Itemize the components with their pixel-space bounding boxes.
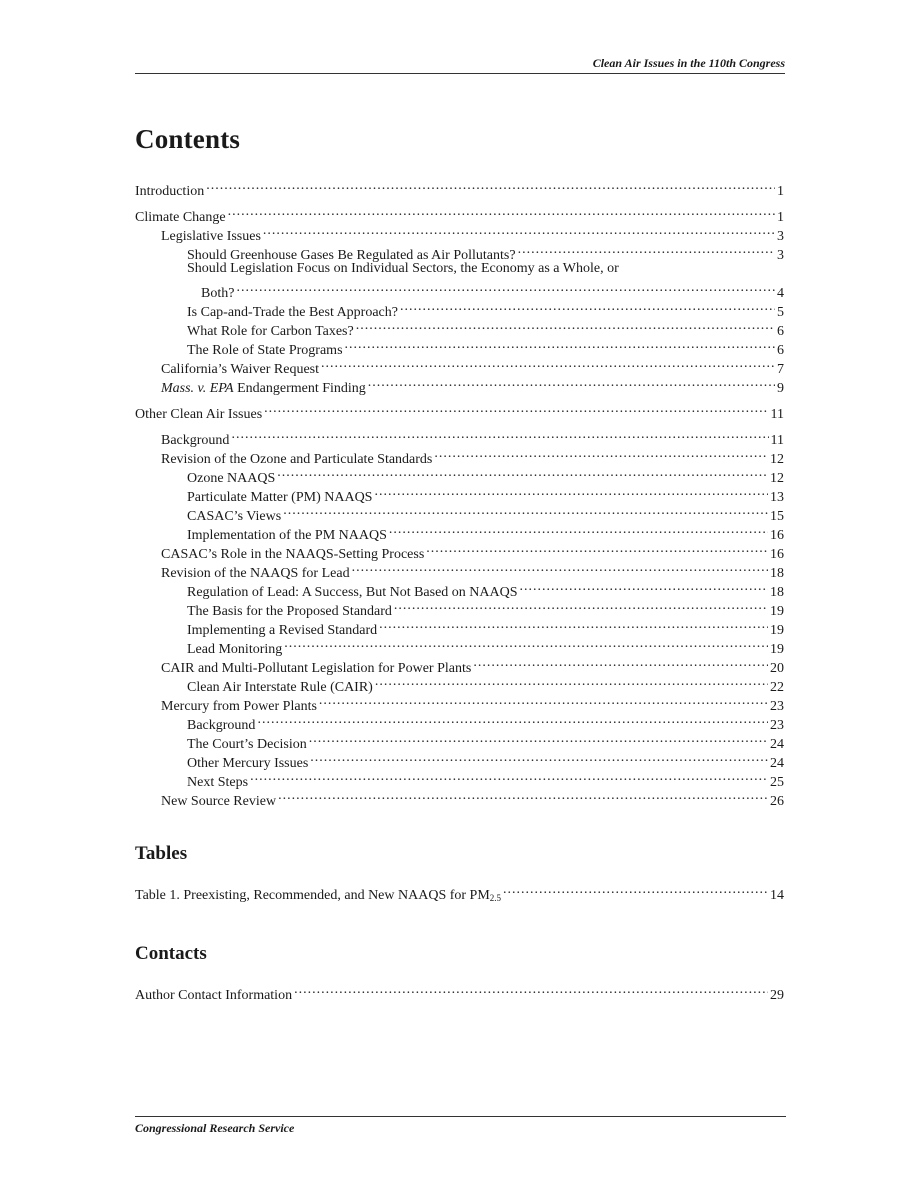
toc-entry-title: The Role of State Programs [187,343,343,358]
toc-entry-title: Revision of the NAAQS for Lead [161,566,350,581]
dot-leader [368,373,775,392]
dot-leader [264,399,768,418]
dot-leader [206,176,775,195]
dot-leader [356,316,775,335]
dot-leader [518,240,775,259]
dot-leader [503,880,768,899]
toc-entry-page: 6 [777,324,784,339]
toc-entry-page: 1 [777,184,784,199]
toc-entry-page: 5 [777,305,784,320]
toc-entry-title: Ozone NAAQS [187,471,276,486]
toc-entry-page: 23 [770,699,784,714]
toc-entry-page: 19 [770,623,784,638]
toc-entry-page: 29 [770,988,784,1003]
toc-entry-page: 15 [770,509,784,524]
toc-entry-page: 25 [770,775,784,790]
toc-entry-title: Is Cap-and-Trade the Best Approach? [187,305,398,320]
toc-entry-page: 16 [770,547,784,562]
toc-entry-author-contact[interactable] [135,980,784,1003]
toc-entry-title: Regulation of Lead: A Success, But Not Based on NAAQS [187,585,518,600]
toc-entry-title: Background [161,433,230,448]
toc-entry-title-line2: Both? [201,286,235,301]
toc-entry-title: What Role for Carbon Taxes? [187,324,354,339]
running-header: Clean Air Issues in the 110th Congress [135,56,785,74]
toc-entry-title-italic: Mass. v. EPA [161,381,234,396]
toc-entry-title-line1: Should Legislation Focus on Individual Sectors, the Economy as a Whole, or [187,261,619,276]
toc-entry-page: 3 [777,229,784,244]
toc-entry-title: The Court’s Decision [187,737,307,752]
dot-leader [294,980,768,999]
toc-entry-page: 14 [770,888,784,903]
toc-entry-title: Other Mercury Issues [187,756,309,771]
contacts-list [135,980,784,1003]
dot-leader [520,577,768,596]
toc-entry-page: 23 [770,718,784,733]
dot-leader [374,482,768,501]
dot-leader [375,672,768,691]
dot-leader [321,354,775,373]
toc-entry-background[interactable] [135,425,784,448]
toc-entry-page: 26 [770,794,784,809]
toc-entry-page: 12 [770,452,784,467]
dot-leader [352,558,768,577]
dot-leader [389,520,768,539]
toc-entry-title: Clean Air Interstate Rule (CAIR) [187,680,373,695]
toc-entry-page: 18 [770,585,784,600]
toc-entry-page: 4 [777,286,784,301]
contents-heading: Contents [135,124,241,154]
tables-list [135,880,784,903]
toc-entry-page: 19 [770,642,784,657]
toc-entry-title-rest: Endangerment Finding [233,381,366,396]
toc-entry-title: Next Steps [187,775,249,790]
toc-entry-page: 20 [770,661,784,676]
dot-leader [278,786,768,805]
dot-leader [434,444,768,463]
toc-entry-page: 3 [777,248,784,263]
dot-leader [263,221,775,240]
toc-entry-title: Background [187,718,256,733]
toc-entry-climate-change[interactable] [135,202,784,225]
dot-leader [228,202,775,221]
dot-leader [231,425,768,444]
toc-entry-title: Table 1. Preexisting, Recommended, and New NAAQS for PM [135,888,490,903]
toc-entry-title: Should Greenhouse Gases Be Regulated as Air Pollutants? [187,248,516,263]
toc-entry-title: CAIR and Multi-Pollutant Legislation for Power Plants [161,661,472,676]
toc-entry-title: CASAC’s Views [187,509,282,524]
toc-entry-page: 24 [770,737,784,752]
tables-heading: Tables [135,843,188,864]
toc-entry-page: 12 [770,471,784,486]
toc-entry-page: 16 [770,528,784,543]
toc-entry-table-1[interactable] [135,880,784,903]
toc-entry-title: Implementation of the PM NAAQS [187,528,387,543]
toc-entry-other-clean-air[interactable] [135,399,784,422]
dot-leader [283,501,768,520]
dot-leader [250,767,768,786]
toc-entry-title: Author Contact Information [135,988,293,1003]
toc-entry-title: Other Clean Air Issues [135,407,263,422]
dot-leader [473,653,768,672]
toc-entry-title: New Source Review [161,794,277,809]
contacts-heading: Contacts [135,943,207,964]
dot-leader [284,634,768,653]
toc-entry-legislative-issues[interactable] [135,221,784,244]
toc-entry-title: Introduction [135,184,205,199]
dot-leader [236,278,775,297]
toc-entry-page: 24 [770,756,784,771]
toc-entry-title: Climate Change [135,210,226,225]
toc-entry-legislation-focus[interactable] [135,259,784,301]
toc-entry-page: 22 [770,680,784,695]
toc-entry-page: 19 [770,604,784,619]
toc-entry-introduction[interactable] [135,176,784,199]
toc-entry-page: 9 [777,381,784,396]
toc-entry-page: 1 [777,210,784,225]
contents-list [135,176,784,809]
toc-entry-page: 6 [777,343,784,358]
toc-entry-title: Mercury from Power Plants [161,699,317,714]
toc-entry-title: Lead Monitoring [187,642,283,657]
toc-entry-page: 11 [770,407,784,422]
toc-entry-title: California’s Waiver Request [161,362,320,377]
dot-leader [257,710,768,729]
toc-entry-page: 18 [770,566,784,581]
toc-entry-title: CASAC’s Role in the NAAQS-Setting Process [161,547,425,562]
dot-leader [400,297,775,316]
subscript: 2.5 [489,893,502,903]
dot-leader [277,463,768,482]
dot-leader [379,615,768,634]
dot-leader [394,596,768,615]
toc-entry-title: Particulate Matter (PM) NAAQS [187,490,373,505]
toc-entry-page: 13 [770,490,784,505]
toc-entry-page: 11 [770,433,784,448]
dot-leader [319,691,768,710]
dot-leader [345,335,775,354]
dot-leader [310,748,768,767]
toc-entry-title: Implementing a Revised Standard [187,623,378,638]
page-footer: Congressional Research Service [135,1116,786,1136]
toc-entry-title: Revision of the Ozone and Particulate Standards [161,452,433,467]
toc-entry-ozone-particulate[interactable] [135,444,784,467]
toc-entry-title: Legislative Issues [161,229,261,244]
dot-leader [309,729,768,748]
toc-entry-page: 7 [777,362,784,377]
toc-entry-title: The Basis for the Proposed Standard [187,604,392,619]
dot-leader [426,539,768,558]
